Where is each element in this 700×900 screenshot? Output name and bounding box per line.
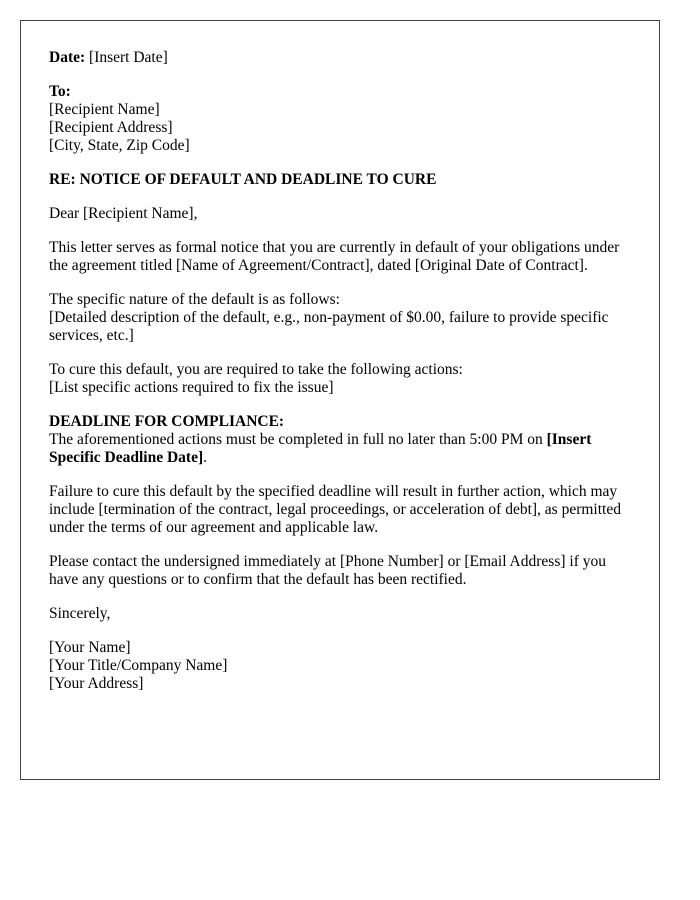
default-detail: [Detailed description of the default, e.g., non-payment of $0.00, failure to provide specific services, etc.] <box>49 309 609 344</box>
paragraph-default-nature <box>49 291 631 345</box>
signature-name: [Your Name] <box>49 639 131 656</box>
signature-address: [Your Address] <box>49 675 144 692</box>
default-intro: The specific nature of the default is as follows: <box>49 291 340 308</box>
paragraph-cure-actions <box>49 361 631 397</box>
signature-title: [Your Title/Company Name] <box>49 657 228 674</box>
recipient-name: [Recipient Name] <box>49 101 160 118</box>
closing: Sincerely, <box>49 605 111 622</box>
signature-block <box>49 639 631 693</box>
cure-intro: To cure this default, you are required to take the following actions: <box>49 361 463 378</box>
paragraph-contact: Please contact the undersigned immediately at [Phone Number] or [Email Address] if you have any questions or to confirm that the default has been rectified. <box>49 553 606 588</box>
paragraph-notice: This letter serves as formal notice that you are currently in default of your obligations under the agreement titled [Name of Agreement/Contract], dated [Original Date of Contract]. <box>49 239 620 274</box>
deadline-text: The aforementioned actions must be completed in full no later than 5:00 PM on <box>49 431 547 448</box>
recipient-address: [Recipient Address] <box>49 119 173 136</box>
paragraph-consequences: Failure to cure this default by the specified deadline will result in further action, which may include [termination of the contract, legal proceedings, or acceleration of debt], as permitted under the terms of our agreement and applicable law. <box>49 483 621 536</box>
deadline-end: . <box>203 449 207 466</box>
date-value: [Insert Date] <box>89 49 168 66</box>
date-line <box>49 49 631 67</box>
deadline-date: [Insert Specific Deadline Date] <box>49 431 592 466</box>
date-label: Date: <box>49 49 86 66</box>
to-label: To: <box>49 83 71 100</box>
recipient-block <box>49 83 631 155</box>
salutation: Dear [Recipient Name], <box>49 205 198 222</box>
subject-line: RE: NOTICE OF DEFAULT AND DEADLINE TO CURE <box>49 171 437 188</box>
deadline-heading: DEADLINE FOR COMPLIANCE: <box>49 413 285 430</box>
letter-document <box>20 20 660 780</box>
paragraph-deadline <box>49 413 631 467</box>
cure-detail: [List specific actions required to fix the issue] <box>49 379 334 396</box>
recipient-city: [City, State, Zip Code] <box>49 137 190 154</box>
